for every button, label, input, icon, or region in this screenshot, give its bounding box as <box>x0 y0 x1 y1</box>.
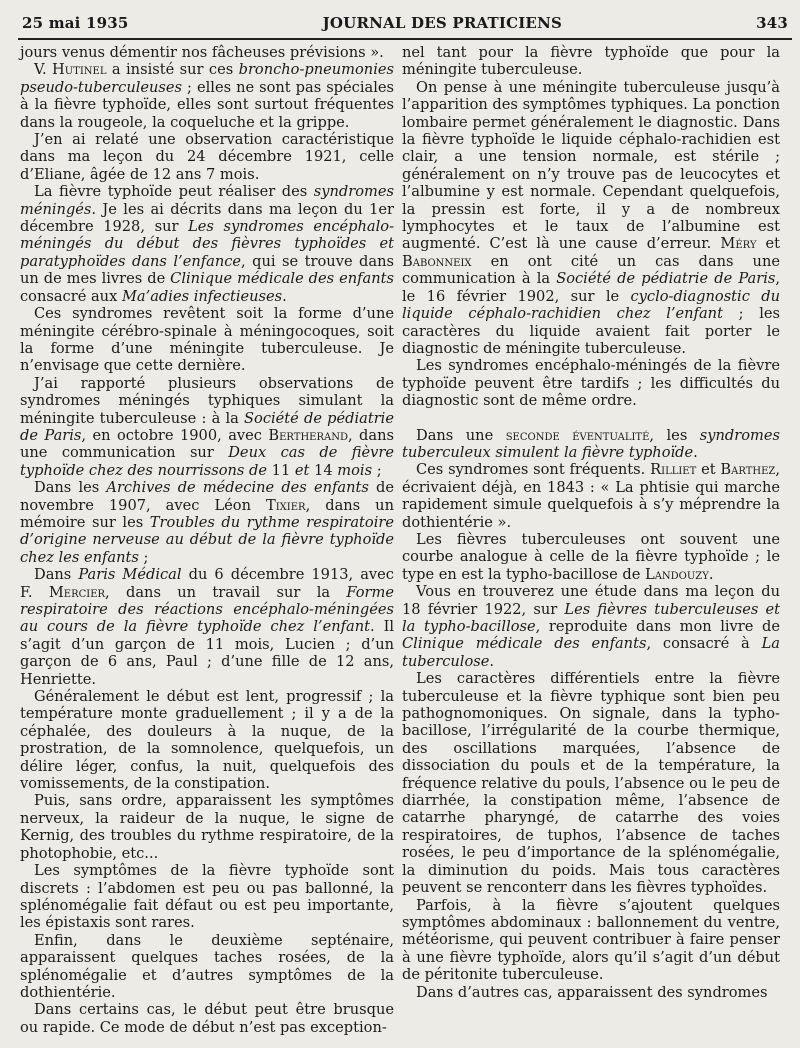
author-name: Landouzy <box>645 565 709 583</box>
paragraph: Les fièvres tuberculeuses ont souvent une courbe analogue à celle de la fièvre typhoïde ; le type en est la typho-bacillose de Landouzy. <box>402 530 780 583</box>
paragraph: Puis, sans ordre, apparaissent les symptômes nerveux, la raideur de la nuque, le signe de Kernig, des troubles du rythme respiratoire, de la photophobie, etc... <box>20 792 394 862</box>
author-name: Babonneix <box>402 252 472 270</box>
author-name: Hutinel <box>52 61 107 79</box>
paragraph: J’ai rapporté plusieurs observations de syndromes méningés typhiques simulant la méningite tuberculeuse : à la Société de pédiatrie de Paris, en octobre 1900, avec Bertherand, dans une communication sur Deux cas de fièvre typhoïde chez des nourrissons de 11 et 14 mois ; <box>20 374 394 479</box>
paragraph: Vous en trouverez une étude dans ma leçon du 18 février 1922, sur Les fièvres tuberculeuses et la typho-bacillose, reproduite dans mon livre de Clinique médicale des enfants, consacré à La tuberculose. <box>402 583 781 670</box>
paragraph: On pense à une méningite tuberculeuse jusqu’à l’apparition des symptômes typhiques. La ponction lombaire permet généralement le diagnostic. Dans la fièvre typhoïde le liquide céphalo-rachidien est clair, a une tension normale, est stérile ; généralement on n’y trouve pas de leucocytes et l’albumine y est normale. Cependant quelquefois, la pressin est forte, il y a de nombreux lymphocytes et le taux de l’albumine est augmenté. C’est là une cause d’erreur. Méry et Babonneix en ont cité un cas dans une communication à la Société de pédiatrie de Paris, le 16 février 1902, sur le cyclo-diagnostic du liquide céphalo-rachidien chez l’enfant ; les caractères du liquide avaient fait porter le diagnostic de méningite tuberculeuse. <box>402 78 781 357</box>
paragraph: Les syndromes encéphalo-méningés de la fièvre typhoïde peuvent être tardifs ; les difficultés du diagnostic sont de même ordre. <box>402 357 780 410</box>
paragraph: Généralement le début est lent, progressif ; la température monte graduellement ; il y a de la céphalée, des douleurs à la nuque, de la prostration, de la somnolence, quelquefois, un délire léger, confus, la nuit, quelquefois des vomissements, de la constipation. <box>20 688 394 793</box>
paragraph: Dans une seconde éventualité, les syndromes tuberculeux simulent la fièvre typhoïde. <box>402 426 780 461</box>
paragraph: Dans d’autres cas, apparaissent des syndromes <box>416 983 768 1001</box>
header-journal-title: JOURNAL DES PRATICIENS <box>322 14 563 32</box>
right-column <box>402 44 780 1001</box>
paragraph: Les symptômes de la fièvre typhoïde sont discrets : l’abdomen est peu ou pas ballonné, la splénomégalie fait défaut ou est peu importante, les épistaxis sont rares. <box>20 862 394 932</box>
paragraph: Les caractères différentiels entre la fièvre tuberculeuse et la fièvre typhique sont bien peu pathognomoniques. On signale, dans la typho-bacillose, l’irrégularité de la courbe thermique, des oscillations marquées, l’absence de dissociation du pouls et de la température, la fréquence relative du pouls, l’absence ou le peu de diarrhée, la constipation même, l’absence de catarrhe pharyngé, de catarrhe des voies respiratoires, de tuphos, l’absence de taches rosées, le peu d’importance de la splénomégalie, la diminution du poids. Mais tous caractères peuvent se renconterr dans les fièvres typhoïdes. <box>402 670 780 897</box>
paragraph: Dans les Archives de médecine des enfants de novembre 1907, avec Léon Tixier, dans un mémoire sur les Troubles du rythme respiratoire d’origine nerveuse au début de la fièvre typhoïde chez les enfants ; <box>20 479 394 566</box>
section-topic: syndromes tuberculeux simulent la fièvre typhoïde <box>402 426 780 461</box>
cited-title: Deux cas de fièvre typhoïde chez des nourrissons de <box>20 444 394 479</box>
page-header <box>22 14 788 36</box>
paragraph: Enfin, dans le deuxième septénaire, apparaissent quelques taches rosées, de la splénomégalie et d’autres symptômes de la dothientérie. <box>20 931 394 1001</box>
author-name: Bertherand <box>268 426 348 444</box>
cited-title: Les syndromes encéphalo-méningés du début des fièvres typhoïdes et paratyphoïdes dans l’enfance <box>20 218 394 270</box>
paragraph: La fièvre typhoïde peut réaliser des syndromes méningés. Je les ai décrits dans ma leçon du 1er décembre 1928, sur Les syndromes encéphalo-méningés du début des fièvres typhoïdes et paratyphoïdes dans l’enfance, qui se trouve dans un de mes livres de Clinique médicale des enfants consacré aux Ma’adies infectieuses. <box>20 183 394 305</box>
paragraph: J’en ai relaté une observation caractéristique dans ma leçon du 24 décembre 1921, celle d’Eliane, âgée de 12 ans 7 mois. <box>20 131 394 183</box>
author-name: Mercier <box>48 583 106 601</box>
cited-title: cyclo-diagnostic du liquide céphalo-rachidien chez l’enfant <box>402 287 780 323</box>
paragraph: V. Hutinel a insisté sur ces broncho-pneumonies pseudo-tuberculeuses ; elles ne sont pas spéciales à la fièvre typhoïde, elles sont surtout fréquentes dans la rougeole, la coqueluche et la grippe. <box>20 61 394 131</box>
cited-title: broncho-pneumonies pseudo-tuberculeuses <box>20 61 394 96</box>
author-name: Méry <box>720 235 757 253</box>
author-name: Barthez <box>720 461 776 479</box>
paragraph: Dans Paris Médical du 6 décembre 1913, avec F. Mercier, dans un travail sur la Forme respiratoire des réactions encéphalo-méningées au cours de la fièvre typhoïde chez l’enfant. Il s’agit d’un garçon de 11 mois, Lucien ; d’un garçon de 6 ans, Paul ; d’une fille de 12 ans, Henriette. <box>20 566 394 688</box>
left-column <box>20 44 394 1036</box>
paragraph: Ces syndromes revêtent soit la forme d’une méningite cérébro-spinale à méningocoques, soit la forme d’une méningite tuberculeuse. Je n’envisage que cette dernière. <box>20 305 394 375</box>
paragraph: jours venus démentir nos fâcheuses prévisions ». <box>20 44 384 61</box>
cited-title: Troubles du rythme respiratoire d’origine nerveuse au début de la fièvre typhoïde chez les enfants <box>20 513 394 566</box>
paragraph: nel tant pour la fièvre typhoïde que pour la méningite tuberculeuse. <box>402 44 780 79</box>
paragraph: Ces syndromes sont fréquents. Rilliet et Barthez, écrivaient déjà, en 1843 : « La phtisie qui marche rapidement simule quelquefois à s’y méprendre la dothientérie ». <box>402 461 781 531</box>
header-page-number: 343 <box>756 14 788 32</box>
cited-title: Forme respiratoire des réactions encéphalo-méningées au cours de la fièvre typhoïde chez l’enfant <box>20 583 394 636</box>
paragraph: Dans certains cas, le début peut être brusque ou rapide. Ce mode de début n’est pas exception- <box>20 1001 394 1036</box>
author-name: Tixier <box>265 496 306 514</box>
header-rule <box>18 38 792 40</box>
author-name: Rilliet <box>650 461 697 479</box>
header-date: 25 mai 1935 <box>22 14 129 32</box>
cited-title: Les fièvres tuberculeuses et la typho-bacillose <box>402 600 781 635</box>
paragraph: Parfois, à la fièvre s’ajoutent quelques symptômes abdominaux : ballonnement du ventre, météorisme, qui peuvent contribuer à faire penser à une fièvre typhoïde, alors qu’il s’agit d’un début de péritonite tuberculeuse. <box>402 896 780 984</box>
